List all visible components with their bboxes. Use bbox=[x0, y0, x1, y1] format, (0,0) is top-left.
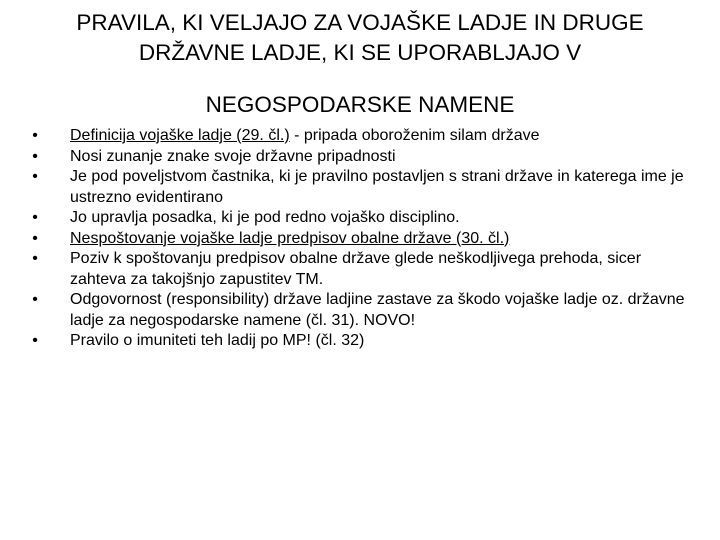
bullet-text: Je pod poveljstvom častnika, ki je pravilno postavljen s strani države in katerega ime je ustrezno evidentirano bbox=[70, 168, 684, 206]
title-line-3: NEGOSPODARSKE NAMENE bbox=[205, 92, 515, 117]
bullet-text: Pravilo o imuniteti teh ladij po MP! (čl. 32) bbox=[70, 332, 365, 349]
bullet-icon: • bbox=[32, 332, 38, 349]
title-line-1: PRAVILA, KI VELJAJO ZA VOJAŠKE LADJE IN DRUGE bbox=[76, 10, 644, 35]
bullet-icon: • bbox=[32, 209, 38, 226]
bullet-item-immunity bbox=[28, 331, 698, 352]
bullet-item-command bbox=[28, 167, 698, 208]
bullet-text: Odgovornost (responsibility) države ladjine zastave za škodo vojaške ladje oz. državne ladje za negospodarske namene (čl. 31). NOVO! bbox=[70, 291, 685, 329]
bullet-icon: • bbox=[32, 127, 38, 144]
bullet-icon: • bbox=[32, 229, 38, 247]
bullet-text: Jo upravlja posadka, ki je pod redno vojaško disciplino. bbox=[70, 209, 460, 226]
bullet-icon: • bbox=[32, 168, 38, 185]
bullet-item-request-compliance bbox=[28, 249, 698, 290]
bullet-text: Nosi zunanje znake svoje državne pripadnosti bbox=[70, 147, 396, 165]
bullet-item-responsibility bbox=[28, 290, 698, 331]
bullet-item-crew bbox=[28, 208, 698, 229]
title-line-2: DRŽAVNE LADJE, KI SE UPORABLJAJO V bbox=[138, 40, 582, 65]
bullet-item-definition bbox=[28, 126, 698, 147]
bullet-text bbox=[70, 229, 698, 250]
bullet-item-noncompliance bbox=[28, 229, 698, 250]
bullet-item-external-marks bbox=[28, 147, 698, 168]
bullet-rest-text: - pripada oboroženim silam države bbox=[289, 127, 540, 144]
bullet-text: Poziv k spoštovanju predpisov obalne države glede neškodljivega prehoda, sicer zahteva za takojšnjo zapustitev TM. bbox=[70, 250, 642, 288]
bullet-text bbox=[70, 126, 698, 147]
bullet-underlined-text: Definicija vojaške ladje (29. čl.) bbox=[70, 127, 290, 144]
bullet-icon: • bbox=[32, 147, 38, 165]
slide-title bbox=[40, 8, 680, 120]
bullet-icon: • bbox=[32, 291, 38, 308]
bullet-underlined-text: Nespoštovanje vojaške ladje predpisov obalne države (30. čl.) bbox=[70, 229, 510, 247]
bullet-list bbox=[28, 126, 698, 352]
bullet-icon: • bbox=[32, 250, 38, 267]
